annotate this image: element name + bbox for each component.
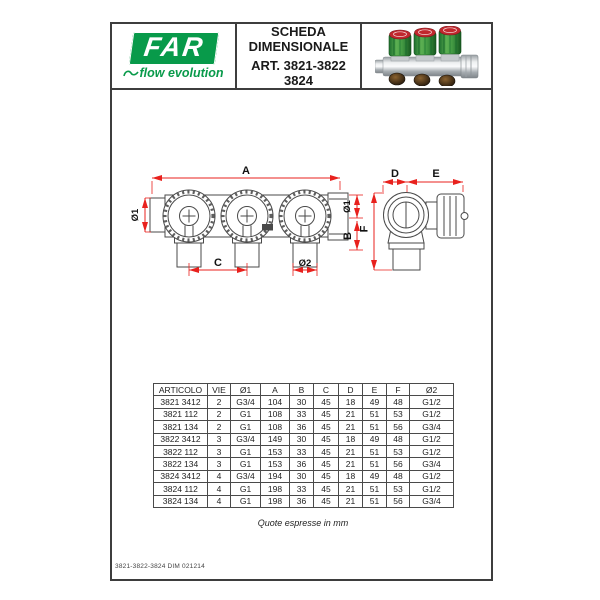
page-title-line2: DIMENSIONALE <box>248 39 349 55</box>
table-row <box>154 396 454 408</box>
table-cell: 4 <box>208 483 231 495</box>
table-cell: 3 <box>208 433 231 445</box>
table-cell: 3824 112 <box>154 483 208 495</box>
table-cell: 21 <box>339 483 363 495</box>
table-row <box>154 421 454 433</box>
table-cell: 3822 112 <box>154 445 208 457</box>
table-cell: 51 <box>363 495 387 507</box>
side-view-drawing <box>359 168 469 270</box>
valve-knob-2 <box>221 190 273 242</box>
technical-drawing <box>110 150 491 310</box>
table-cell: 21 <box>339 495 363 507</box>
table-header-row <box>154 384 454 396</box>
table-cell: 56 <box>387 421 410 433</box>
table-cell: 21 <box>339 458 363 470</box>
column-header: F <box>387 384 410 396</box>
table-cell: 53 <box>387 408 410 420</box>
table-cell: G1 <box>231 445 261 457</box>
table-cell: 45 <box>314 470 339 482</box>
table-cell: 45 <box>314 458 339 470</box>
article-numbers-line2: 3824 <box>284 72 313 88</box>
article-numbers-line1: ART. 3821-3822 <box>251 57 346 73</box>
table-cell: 18 <box>339 396 363 408</box>
table-cell: 45 <box>314 408 339 420</box>
table-row <box>154 483 454 495</box>
dim-label-diam2: Ø2 <box>298 258 312 269</box>
knob-3 <box>439 26 461 61</box>
table-cell: 3821 134 <box>154 421 208 433</box>
table-cell: 51 <box>363 445 387 457</box>
table-cell: 56 <box>387 495 410 507</box>
side-knob <box>437 194 468 238</box>
table-cell: G3/4 <box>231 470 261 482</box>
table-cell: G3/4 <box>410 495 454 507</box>
table-cell: 51 <box>363 458 387 470</box>
table-cell: 49 <box>363 433 387 445</box>
table-cell: 3822 134 <box>154 458 208 470</box>
table-cell: 53 <box>387 483 410 495</box>
dim-label-d: D <box>391 168 399 180</box>
table-row <box>154 458 454 470</box>
table-cell: 33 <box>290 408 314 420</box>
table-cell: 48 <box>387 433 410 445</box>
table-cell: 48 <box>387 396 410 408</box>
table-cell: 33 <box>290 483 314 495</box>
column-header: ARTICOLO <box>154 384 208 396</box>
table-cell: 18 <box>339 470 363 482</box>
dimensions-table <box>153 383 454 508</box>
table-cell: 108 <box>261 408 290 420</box>
table-cell: 21 <box>339 445 363 457</box>
table-cell: 56 <box>387 458 410 470</box>
column-header: C <box>314 384 339 396</box>
table-cell: 3 <box>208 458 231 470</box>
table-cell: 45 <box>314 483 339 495</box>
document-reference: 3821-3822-3824 DIM 021214 <box>115 563 205 570</box>
table-cell: 2 <box>208 421 231 433</box>
table-cell: 51 <box>363 421 387 433</box>
dim-label-diam1-left: Ø1 <box>130 208 141 222</box>
table-cell: 49 <box>363 470 387 482</box>
dimension-diam1-left <box>130 198 151 232</box>
table-cell: 45 <box>314 396 339 408</box>
table-cell: 48 <box>387 470 410 482</box>
table-cell: G1/2 <box>410 445 454 457</box>
table-cell: G3/4 <box>231 433 261 445</box>
column-header: E <box>363 384 387 396</box>
knob-1 <box>389 30 411 61</box>
table-cell: 198 <box>261 483 290 495</box>
table-cell: G1 <box>231 421 261 433</box>
table-cell: 108 <box>261 421 290 433</box>
table-cell: G1 <box>231 408 261 420</box>
table-body <box>154 396 454 508</box>
header <box>112 24 491 90</box>
table-cell: 18 <box>339 433 363 445</box>
page-title-line1: SCHEDA <box>271 23 326 39</box>
table-cell: 33 <box>290 445 314 457</box>
units-caption: Quote espresse in mm <box>257 518 349 528</box>
table-cell: G1 <box>231 458 261 470</box>
brand-tagline: flow evolution <box>123 66 223 80</box>
table-cell: G1/2 <box>410 470 454 482</box>
table-cell: 30 <box>290 433 314 445</box>
table-row <box>154 495 454 507</box>
table-cell: 45 <box>314 495 339 507</box>
table-row <box>154 445 454 457</box>
column-header: Ø2 <box>410 384 454 396</box>
dim-label-diam1-right: Ø1 <box>342 200 353 213</box>
table-cell: 104 <box>261 396 290 408</box>
table-cell: 3821 112 <box>154 408 208 420</box>
dim-label-f: F <box>358 225 371 233</box>
table-row <box>154 470 454 482</box>
column-header: VIE <box>208 384 231 396</box>
table-cell: 4 <box>208 495 231 507</box>
manifold-photo-illustration <box>375 26 479 86</box>
table-cell: 45 <box>314 421 339 433</box>
table-cell: 3821 3412 <box>154 396 208 408</box>
table-cell: 3824 134 <box>154 495 208 507</box>
brand-name: FAR <box>141 32 206 62</box>
table-cell: G1 <box>231 483 261 495</box>
table-cell: G1/2 <box>410 396 454 408</box>
table-cell: 30 <box>290 396 314 408</box>
table-cell: 153 <box>261 445 290 457</box>
dim-label-e: E <box>432 168 440 180</box>
table-cell: 49 <box>363 396 387 408</box>
dimension-e <box>407 168 463 192</box>
table-cell: 2 <box>208 408 231 420</box>
table-cell: G1/2 <box>410 483 454 495</box>
column-header: D <box>339 384 363 396</box>
table-cell: 51 <box>363 408 387 420</box>
valve-knob-1 <box>163 190 215 242</box>
table-cell: G3/4 <box>410 458 454 470</box>
table-cell: 30 <box>290 470 314 482</box>
table-cell: 3822 3412 <box>154 433 208 445</box>
table-cell: G3/4 <box>231 396 261 408</box>
table-cell: 149 <box>261 433 290 445</box>
table-row <box>154 433 454 445</box>
far-logo <box>112 24 237 88</box>
table-cell: 36 <box>290 495 314 507</box>
dim-label-c: C <box>214 257 222 269</box>
table-cell: 153 <box>261 458 290 470</box>
dim-label-a: A <box>242 165 250 177</box>
table-cell: 198 <box>261 495 290 507</box>
title-block <box>237 24 362 88</box>
table-cell: G1 <box>231 495 261 507</box>
valve-knob-3 <box>279 190 331 242</box>
column-header: A <box>261 384 290 396</box>
table-cell: 3824 3412 <box>154 470 208 482</box>
front-view-drawing <box>130 165 363 276</box>
table-cell: 4 <box>208 470 231 482</box>
far-mark-on-body <box>262 224 273 231</box>
table-cell: 194 <box>261 470 290 482</box>
column-header: Ø1 <box>231 384 261 396</box>
dimension-d <box>383 168 407 192</box>
table-cell: G3/4 <box>410 421 454 433</box>
table-cell: 53 <box>387 445 410 457</box>
knob-2 <box>414 28 436 61</box>
table-row <box>154 408 454 420</box>
table-cell: 36 <box>290 421 314 433</box>
column-header: B <box>290 384 314 396</box>
product-photo <box>362 24 491 88</box>
table-cell: G1/2 <box>410 408 454 420</box>
table-cell: 51 <box>363 483 387 495</box>
table-cell: 2 <box>208 396 231 408</box>
table-cell: 21 <box>339 408 363 420</box>
dim-label-b: B <box>342 232 354 240</box>
far-logo-box <box>128 32 219 65</box>
table-cell: 21 <box>339 421 363 433</box>
swoosh-icon <box>123 68 139 79</box>
table-cell: 3 <box>208 445 231 457</box>
table-cell: G1/2 <box>410 433 454 445</box>
table-cell: 36 <box>290 458 314 470</box>
table-cell: 45 <box>314 433 339 445</box>
table-cell: 45 <box>314 445 339 457</box>
